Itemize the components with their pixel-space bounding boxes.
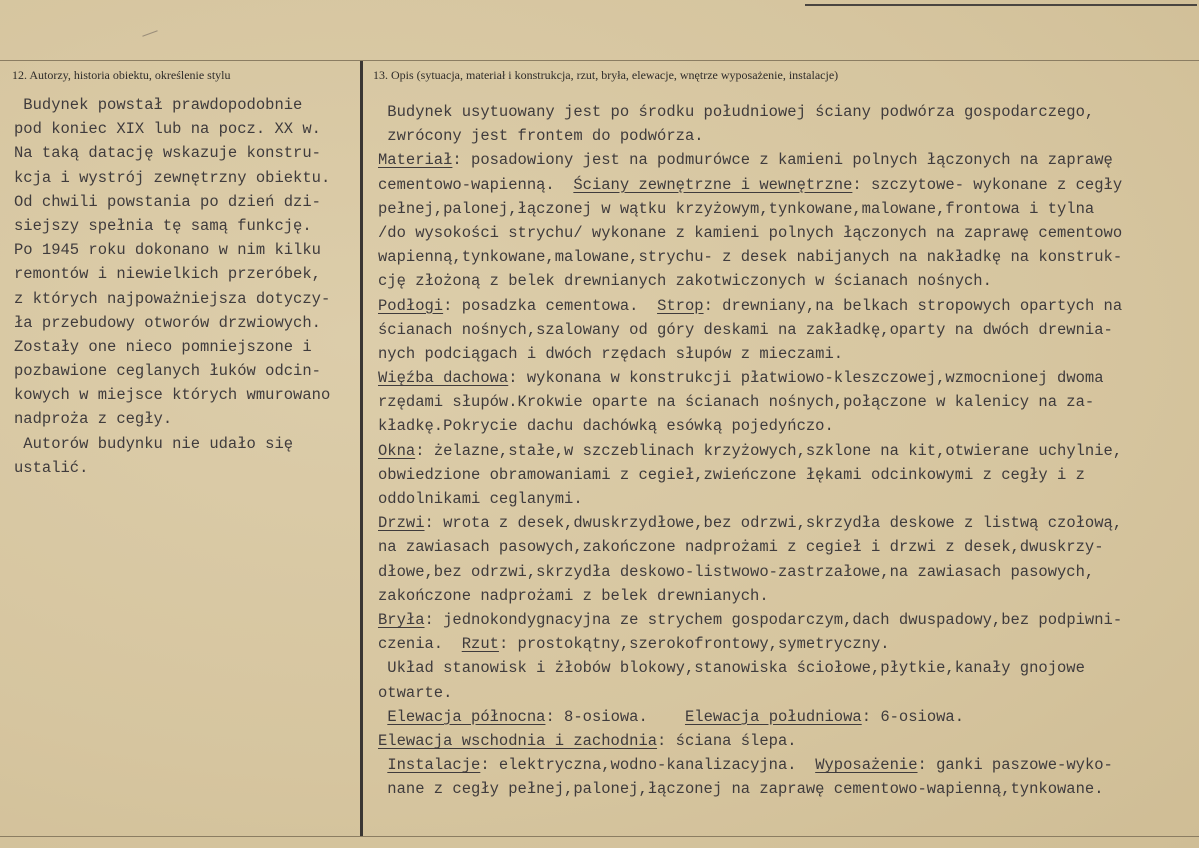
description-line	[378, 608, 1188, 632]
section-heading: Okna	[378, 441, 416, 460]
description-segment: ścianach nośnych,szalowany od góry deskami na zakładkę,oparty na dwóch drewnia-	[378, 320, 1113, 339]
description-segment: czenia.	[378, 635, 462, 654]
history-line: z których najpoważniejsza dotyczy-	[14, 289, 331, 308]
form-bottom-rule	[0, 836, 1199, 837]
history-text	[14, 93, 356, 480]
history-line: ustalić.	[14, 458, 89, 477]
description-line	[378, 197, 1188, 221]
description-segment: : wrota z desek,dwuskrzydłowe,bez odrzwi,skrzydła deskowe z listwą czołową,	[424, 514, 1123, 533]
description-line	[378, 753, 1188, 777]
description-line	[378, 269, 1188, 293]
section-heading: Elewacja południowa	[684, 707, 862, 726]
description-segment: rzędami słupów.Krokwie oparte na ścianach nośnych,połączone w kalenicy na za-	[378, 393, 1095, 412]
description-segment: obwiedzione obramowaniami z cegieł,zwieńczone łękami odcinkowymi z cegły i z	[378, 465, 1085, 484]
history-line: ła przebudowy otworów drzwiowych.	[14, 313, 321, 332]
field-12-label: 12. Autorzy, historia obiektu, określenie stylu	[12, 68, 231, 82]
description-segment: : jednokondygnacyjna ze strychem gospodarczym,dach dwuspadowy,bez podpiwni-	[424, 610, 1123, 629]
description-line	[378, 318, 1188, 342]
history-line: Po 1945 roku dokonano w nim kilku	[14, 241, 321, 260]
description-line	[378, 245, 1188, 269]
section-heading: Podłogi	[378, 296, 444, 315]
top-border-dash	[805, 4, 1197, 6]
description-line	[378, 390, 1188, 414]
description-line	[378, 705, 1188, 729]
history-line: remontów i niewielkich przeróbek,	[14, 265, 321, 284]
form-top-rule	[0, 60, 1199, 61]
section-heading: Elewacja wschodnia i zachodnia	[378, 731, 658, 750]
history-line: kowych w miejsce których wmurowano	[14, 386, 331, 405]
description-line	[378, 560, 1188, 584]
description-line	[378, 414, 1188, 438]
description-segment: : elektryczna,wodno-kanalizacyjna.	[480, 756, 816, 775]
description-line	[378, 777, 1188, 801]
description-line	[378, 100, 1188, 124]
description-line	[378, 487, 1188, 511]
description-segment: : posadzka cementowa.	[443, 296, 658, 315]
description-segment: : ściana ślepa.	[657, 731, 797, 750]
description-segment: nane z cegły pełnej,palonej,łączonej na zaprawę cementowo-wapienną,tynkowane.	[378, 780, 1104, 799]
section-heading: Wyposażenie	[815, 756, 918, 775]
field-13-label: 13. Opis (sytuacja, materiał i konstrukcja, rzut, bryła, elewacje, wnętrze wyposażenie, instalacje)	[373, 68, 839, 82]
description-segment: dłowe,bez odrzwi,skrzydła deskowo-listwowo-zastrzałowe,na zawiasach pasowych,	[378, 562, 1095, 581]
description-line	[378, 124, 1188, 148]
description-segment: Budynek usytuowany jest po środku południowej ściany podwórza gospodarczego,	[378, 103, 1095, 121]
description-line	[378, 342, 1188, 366]
description-line	[378, 173, 1188, 197]
history-line: Autorów budynku nie udało się	[14, 434, 294, 453]
description-segment: : 6-osiowa.	[861, 707, 965, 726]
section-heading: Ściany zewnętrzne i wewnętrzne	[573, 175, 853, 194]
description-line	[378, 221, 1188, 245]
description-line	[378, 294, 1188, 318]
description-segment: na zawiasach pasowych,zakończone nadprożami z cegieł i drzwi z desek,dwuskrzy-	[378, 538, 1104, 557]
description-segment: : 8-osiowa.	[545, 707, 685, 726]
description-segment: zwrócony jest frontem do podwórza.	[378, 127, 704, 146]
description-segment: wapienną,tynkowane,malowane,strychu- z desek nabijanych na nakładkę na konstruk-	[378, 248, 1123, 267]
pencil-mark	[142, 30, 157, 36]
section-heading: Drzwi	[378, 514, 425, 533]
description-segment: : szczytowe- wykonane z cegły	[852, 175, 1123, 194]
history-line: kcja i wystrój zewnętrzny obiektu.	[14, 168, 331, 187]
description-segment: Układ stanowisk i żłobów blokowy,stanowiska ściołowe,płytkie,kanały gnojowe	[378, 659, 1085, 678]
description-segment: : drewniany,na belkach stropowych opartych na	[703, 296, 1123, 315]
history-line: siejszy spełnia tę samą funkcję.	[14, 216, 312, 235]
description-line	[378, 463, 1188, 487]
section-heading: Rzut	[461, 635, 499, 654]
description-line	[378, 656, 1188, 680]
description-line	[378, 148, 1188, 172]
history-line: Zostały one nieco pomniejszone i	[14, 337, 312, 356]
description-segment	[378, 708, 387, 726]
column-divider	[360, 61, 363, 837]
section-heading: Instalacje	[387, 756, 481, 775]
description-segment: kładkę.Pokrycie dachu dachówką esówką pojedyńczo.	[378, 417, 834, 436]
history-line: Budynek powstał prawdopodobnie	[14, 96, 303, 114]
description-segment: : posadowiony jest na podmurówce z kamieni polnych łączonych na zaprawę	[452, 151, 1113, 170]
history-line: Od chwili powstania po dzień dzi-	[14, 192, 321, 211]
description-segment	[378, 756, 387, 774]
section-heading: Elewacja północna	[387, 707, 546, 726]
description-line	[378, 584, 1188, 608]
section-heading: Strop	[657, 296, 704, 315]
description-segment: otwarte.	[378, 683, 453, 702]
description-segment: pełnej,palonej,łączonej w wątku krzyżowym,tynkowane,malowane,frontowa i tylna	[378, 199, 1095, 218]
description-segment: zakończone nadprożami z belek drewnianych.	[378, 586, 769, 605]
description-line	[378, 366, 1188, 390]
description-text	[378, 100, 1188, 801]
section-heading: Więźba dachowa	[378, 369, 509, 388]
description-line	[378, 681, 1188, 705]
description-segment: nych podciągach i dwóch rzędach słupów z mieczami.	[378, 344, 844, 363]
description-segment: /do wysokości strychu/ wykonane z kamieni polnych łączonych na zaprawę cementowo	[378, 223, 1123, 242]
history-line: pod koniec XIX lub na pocz. XX w.	[14, 120, 321, 139]
description-line	[378, 535, 1188, 559]
description-line	[378, 439, 1188, 463]
history-line: pozbawione ceglanych łuków odcin-	[14, 362, 321, 381]
description-segment: oddolnikami ceglanymi.	[378, 490, 583, 508]
description-segment: : prostokątny,szerokofrontowy,symetryczny.	[498, 635, 890, 654]
description-segment: cementowo-wapienną.	[378, 175, 574, 194]
history-line: Na taką datację wskazuje konstru-	[14, 144, 321, 163]
history-line: nadproża z cegły.	[14, 410, 173, 429]
section-heading: Materiał	[378, 151, 453, 170]
description-line	[378, 729, 1188, 753]
description-segment: : ganki paszowe-wyko-	[917, 756, 1113, 775]
description-segment: : wykonana w konstrukcji płatwiowo-kleszczowej,wzmocnionej dwoma	[508, 369, 1104, 388]
description-line	[378, 632, 1188, 656]
description-segment: : żelazne,stałe,w szczeblinach krzyżowych,szklone na kit,otwierane uchylnie,	[415, 441, 1123, 460]
description-segment: cję złożoną z belek drewnianych zakotwiczonych w ścianach nośnych.	[378, 272, 992, 291]
description-line	[378, 511, 1188, 535]
section-heading: Bryła	[378, 610, 425, 629]
